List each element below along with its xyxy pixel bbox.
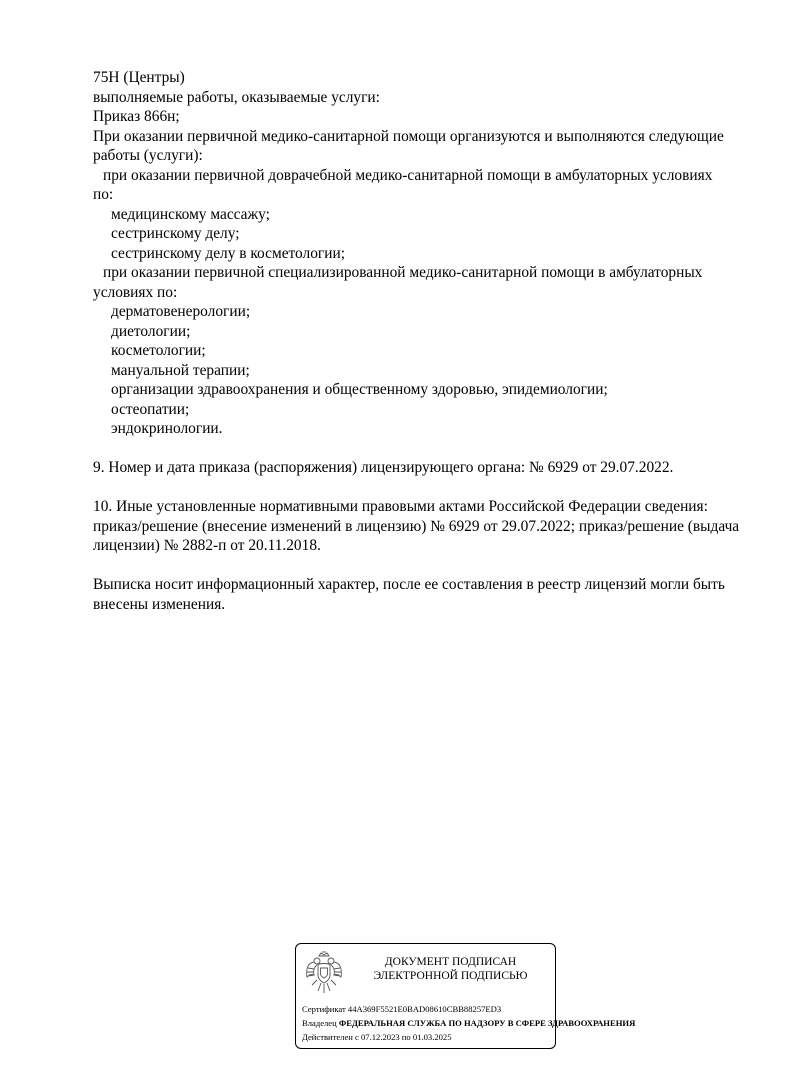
stamp-title-line: ДОКУМЕНТ ПОДПИСАН	[384, 956, 517, 968]
validity-period: Действителен с 07.12.2023 по 01.03.2025	[302, 1032, 452, 1042]
list-item: остеопатии;	[111, 400, 190, 418]
text-line: условиях по:	[93, 283, 178, 301]
text-line: при оказании первичной доврачебной медико-санитарной помощи в амбулаторных условиях	[103, 166, 713, 184]
owner-row	[302, 1016, 636, 1030]
stamp-title	[348, 955, 553, 983]
electronic-signature-stamp	[295, 943, 636, 1049]
list-item: организации здравоохранения и общественному здоровью, эпидемиологии;	[111, 381, 608, 398]
item-10-text: 10. Иные установленные нормативными правовыми актами Российской Федерации сведения:	[93, 498, 708, 515]
list-item: сестринскому делу;	[111, 225, 240, 242]
item-10-text: лицензии) № 2882-п от 20.11.2018.	[93, 537, 321, 554]
item-9-text: 9. Номер и дата приказа (распоряжения) лицензирующего органа: № 6929 от 29.07.2022.	[93, 459, 674, 476]
list-item: сестринскому делу в косметологии;	[111, 244, 345, 262]
text-line: Приказ 866н;	[93, 108, 180, 125]
owner-value: ФЕДЕРАЛЬНАЯ СЛУЖБА ПО НАДЗОРУ В СФЕРЕ ЗДРАВООХРАНЕНИЯ	[338, 1018, 636, 1028]
paragraph-gap	[93, 478, 773, 498]
list-item: косметологии;	[111, 342, 206, 359]
document-body	[93, 68, 773, 614]
list-item: диетологии;	[111, 322, 191, 340]
list-item: мануальной терапии;	[111, 361, 250, 379]
list-item: дерматовенерологии;	[111, 303, 251, 320]
stamp-details	[302, 1002, 636, 1044]
text-line: работы (услуги):	[93, 147, 203, 164]
paragraph-gap	[93, 556, 773, 576]
list-item: медицинскому массажу;	[111, 205, 270, 223]
text-line: по:	[93, 186, 114, 203]
paragraph-gap	[93, 439, 773, 459]
list-item: эндокринологии.	[111, 420, 223, 437]
item-10-text: приказ/решение (внесение изменений в лицензию) № 6929 от 29.07.2022; приказ/решение (выдача	[93, 517, 740, 535]
text-line: при оказании первичной специализированной медико-санитарной помощи в амбулаторных	[103, 264, 703, 281]
stamp-title-line: ЭЛЕКТРОННОЙ ПОДПИСЬЮ	[373, 970, 528, 982]
owner-label: Владелец	[302, 1018, 337, 1028]
text-line: 75Н (Центры)	[93, 69, 185, 86]
certificate-number: Сертификат 44A369F5521E0BAD08610CBB88257ED3	[302, 1004, 502, 1014]
disclaimer-note: Выписка носит информационный характер, после ее составления в реестр лицензий могли быть	[93, 576, 725, 593]
coat-of-arms-icon	[304, 950, 344, 996]
text-line: выполняемые работы, оказываемые услуги:	[93, 88, 380, 106]
text-line: При оказании первичной медико-санитарной помощи организуются и выполняются следующие	[93, 127, 724, 145]
disclaimer-note: внесены изменения.	[93, 595, 226, 613]
